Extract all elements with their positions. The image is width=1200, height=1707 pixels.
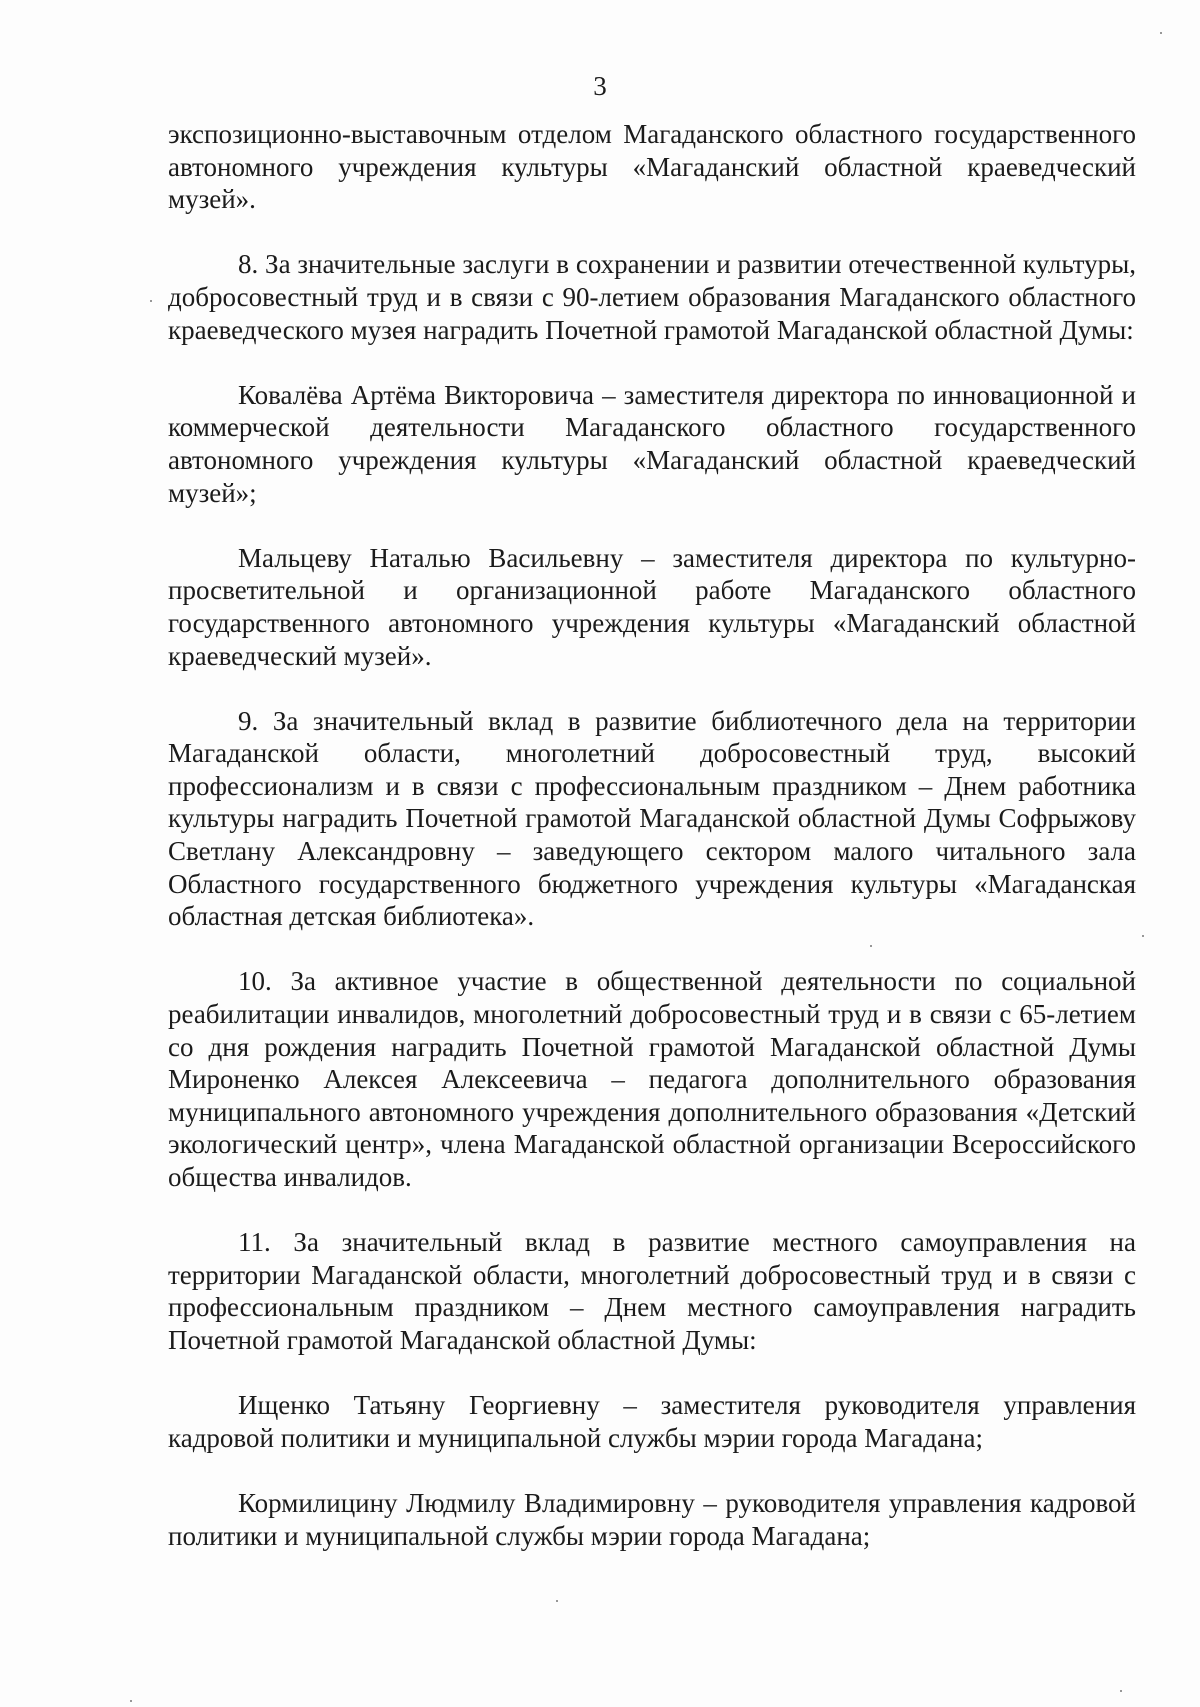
paragraph-gap	[168, 1194, 1136, 1227]
paragraph-gap	[168, 933, 1136, 966]
paragraph-gap	[168, 216, 1136, 249]
paragraph-gap	[168, 672, 1136, 705]
paragraph-gap	[168, 509, 1136, 542]
paragraph-gap	[168, 1454, 1136, 1487]
document-body	[168, 118, 1136, 1552]
scan-speck	[556, 1600, 558, 1602]
scan-speck	[1160, 32, 1162, 34]
scan-speck	[870, 945, 872, 947]
scan-speck	[130, 1700, 132, 1702]
paragraph-item-11: 11. За значительный вклад в развитие местного самоуправления на территории Магаданской области, многолетний добросовестный труд и в связи с профессиональным праздником – Днем местного самоуправления наградить Почетной грамотой Магаданской областной Думы:	[168, 1227, 1136, 1355]
paragraph-awardee-kovalev: Ковалёва Артёма Викторовича – заместителя директора по инновационной и коммерческой деятельности Магаданского областного государственного автономного учреждения культуры «Магаданский областной краеведческий музей»;	[168, 379, 1136, 508]
scan-speck	[1142, 935, 1144, 937]
scan-speck	[150, 300, 152, 302]
paragraph-item-9: 9. За значительный вклад в развитие библиотечного дела на территории Магаданской области, многолетний добросовестный труд, высокий профессионализм и в связи с профессиональным праздником – Днем работника культуры наградить Почетной грамотой Магаданской областной Думы Софрыжову Светлану Александровну – заведующего сектором малого читального зала Областного государственного бюджетного учреждения культуры «Магаданская областная детская библиотека».	[168, 705, 1136, 932]
paragraph-awardee-ishchenko: Ищенко Татьяну Георгиевну – заместителя руководителя управления кадровой политики и муниципальной службы мэрии города Магадана;	[168, 1390, 1136, 1453]
paragraph-gap	[168, 1357, 1136, 1390]
paragraph-item-10: 10. За активное участие в общественной деятельности по социальной реабилитации инвалидов, многолетний добросовестный труд и в связи с 65-летием со дня рождения наградить Почетной грамотой Магаданской областной Думы Мироненко Алексея Алексеевича – педагога дополнительного образования муниципального автономного учреждения дополнительного образования «Детский экологический центр», члена Магаданской областной организации Всероссийского общества инвалидов.	[168, 966, 1136, 1192]
paragraph-gap	[168, 346, 1136, 379]
page-number: 3	[593, 71, 607, 101]
paragraph-awardee-maltseva: Мальцеву Наталью Васильевну – заместителя директора по культурно-просветительной и организационной работе Магаданского областного государственного автономного учреждения культуры «Магаданский областной краеведческий музей».	[168, 542, 1136, 671]
scan-speck	[1120, 1690, 1122, 1692]
paragraph-item-8: 8. За значительные заслуги в сохранении и развитии отечественной культуры, добросовестный труд и в связи с 90-летием образования Магаданского областного краеведческого музея наградить Почетной грамотой Магаданской областной Думы:	[168, 249, 1136, 345]
paragraph-continuation: экспозиционно-выставочным отделом Магаданского областного государственного автономного учреждения культуры «Магаданский областной краеведческий музей».	[168, 119, 1136, 215]
paragraph-awardee-kormilitsina: Кормилицину Людмилу Владимировну – руководителя управления кадровой политики и муниципальной службы мэрии города Магадана;	[168, 1487, 1136, 1551]
